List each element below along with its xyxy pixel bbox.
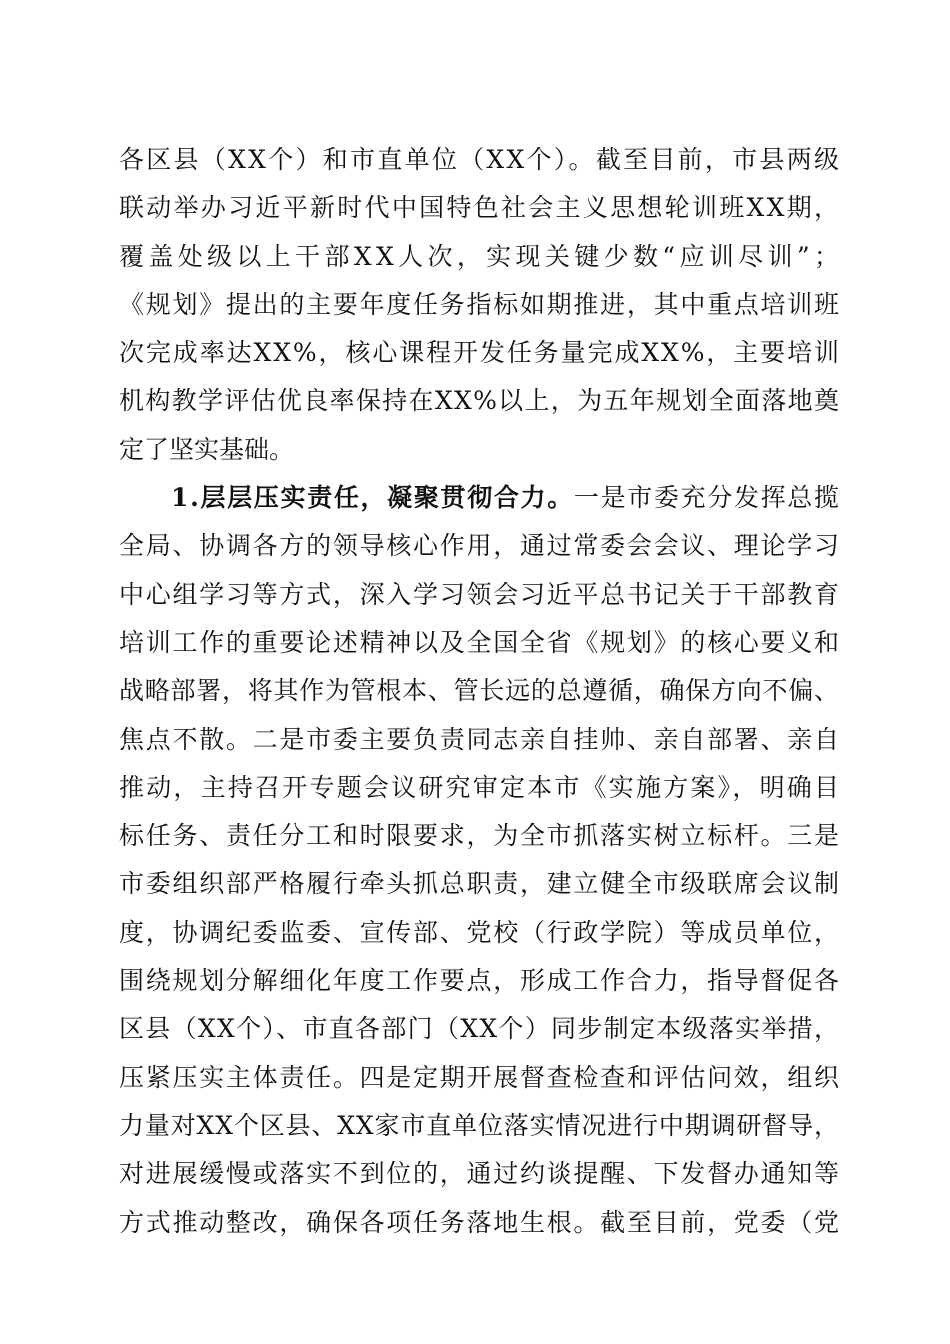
- text-line: 培训工作的重要论述精神以及全国全省《规划》的核心要义和: [119, 627, 841, 657]
- text-line: 覆盖处级以上干部XX人次，实现关键少数“应训尽训”；: [119, 241, 844, 271]
- section-heading-line: [119, 474, 839, 522]
- text-line: 度，协调纪委监委、宣传部、党校（行政学院）等成员单位，: [119, 917, 841, 947]
- text-line: 定了坚实基础。: [119, 434, 295, 464]
- text-line: 标任务、责任分工和时限要求，为全市抓落实树立标杆。三是: [119, 821, 841, 851]
- text-line: 战略部署，将其作为管根本、管长远的总遵循，确保方向不偏、: [119, 676, 840, 706]
- text-line: 区县（XX个）、市直各部门（XX个）同步制定本级落实举措，: [119, 1014, 841, 1044]
- text-line: 机构教学评估优良率保持在XX%以上，为五年规划全面落地奠: [119, 386, 841, 416]
- text-line: 全局、协调各方的领导核心作用，通过常委会会议、理论学习: [119, 531, 841, 561]
- text-line: 围绕规划分解细化年度工作要点，形成工作合力，指导督促各: [119, 966, 841, 996]
- text-line: 各区县（XX个）和市直单位（XX个）。截至目前，市县两级: [119, 145, 842, 174]
- text-line: 市委组织部严格履行牵头抓总职责，建立健全市级联席会议制: [119, 869, 841, 899]
- text-line: 压紧压实主体责任。四是定期开展督查检查和评估问效，组织: [119, 1062, 841, 1092]
- section-first-line-text: 一是市委充分发挥总揽: [573, 483, 841, 513]
- text-line: 对进展缓慢或落实不到位的，通过约谈提醒、下发督办通知等: [119, 1159, 841, 1189]
- text-line: 力量对XX个区县、XX家市直单位落实情况进行中期调研督导，: [119, 1110, 840, 1140]
- text-line: 中心组学习等方式，深入学习领会习近平总书记关于干部教育: [119, 579, 841, 609]
- text-line: 《规划》提出的主要年度任务指标如期推进，其中重点培训班: [119, 289, 841, 319]
- text-line: 联动举办习近平新时代中国特色社会主义思想轮训班XX期，: [119, 193, 842, 223]
- text-line: 方式推动整改，确保各项任务落地生根。截至目前，党委（党: [119, 1207, 841, 1237]
- body-text: [119, 136, 844, 1247]
- section-heading: 1.层层压实责任，凝聚贯彻合力。: [171, 483, 574, 513]
- text-line: 焦点不散。二是市委主要负责同志亲自挂帅、亲自部署、亲自: [119, 724, 841, 754]
- text-line: 推动，主持召开专题会议研究审定本市《实施方案》，明确目: [119, 772, 842, 802]
- text-line: 次完成率达XX%，核心课程开发任务量完成XX%，主要培训: [119, 338, 841, 368]
